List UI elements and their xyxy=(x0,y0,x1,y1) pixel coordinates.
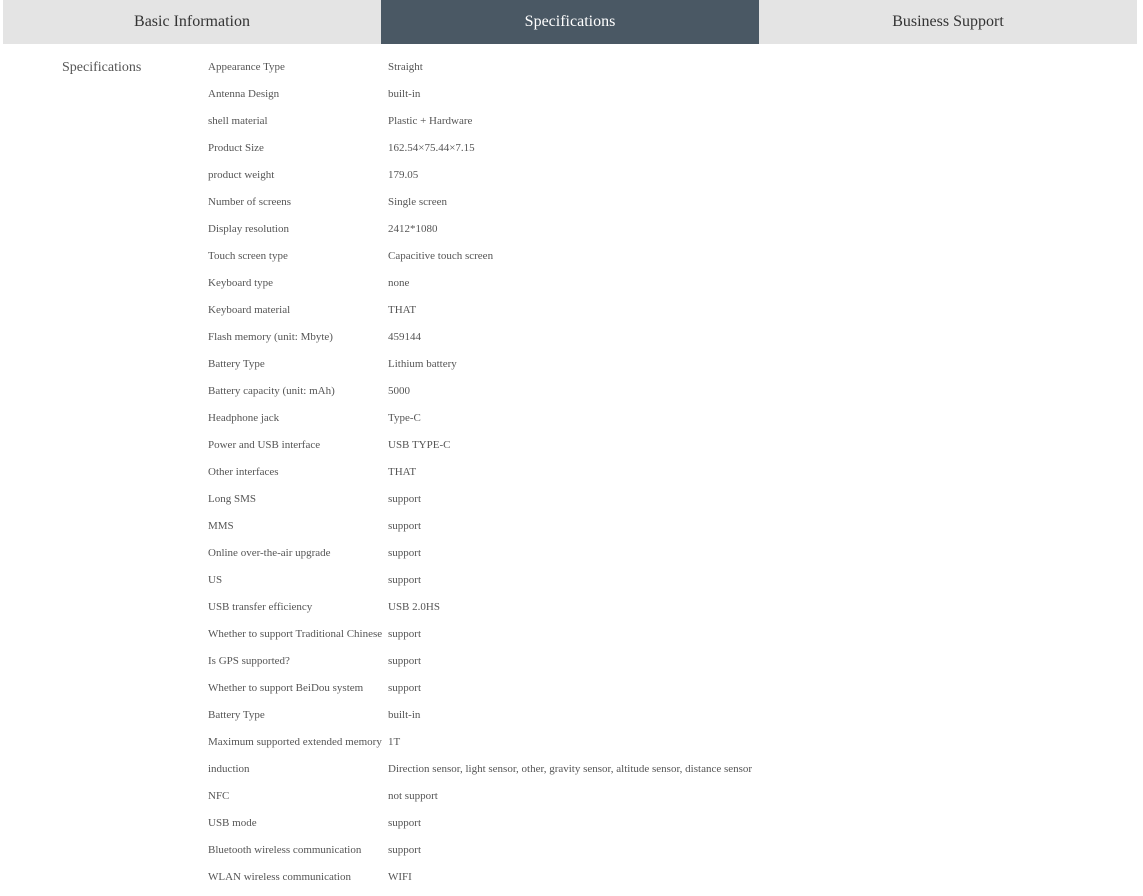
spec-row xyxy=(208,653,752,680)
spec-value: not support xyxy=(388,790,438,802)
spec-value: support xyxy=(388,655,421,667)
spec-key: Keyboard material xyxy=(208,304,291,316)
spec-row xyxy=(208,221,752,248)
spec-key: Headphone jack xyxy=(208,412,280,424)
spec-value: 1T xyxy=(388,736,401,748)
spec-row xyxy=(208,410,752,437)
spec-value: Single screen xyxy=(388,196,447,208)
spec-key: USB transfer efficiency xyxy=(208,601,313,613)
spec-value: built-in xyxy=(388,709,421,721)
tab-bar xyxy=(3,0,1137,44)
spec-row xyxy=(208,275,752,302)
spec-row xyxy=(208,518,752,545)
spec-value: Type-C xyxy=(388,412,421,424)
spec-value: THAT xyxy=(388,304,417,316)
spec-key: US xyxy=(208,574,223,586)
spec-key: Display resolution xyxy=(208,223,289,235)
spec-row xyxy=(208,113,752,140)
spec-row xyxy=(208,788,752,815)
spec-value: Straight xyxy=(388,61,423,73)
spec-row xyxy=(208,842,752,869)
spec-value: THAT xyxy=(388,466,417,478)
spec-key: WLAN wireless communication xyxy=(208,871,351,883)
spec-key: NFC xyxy=(208,790,230,802)
spec-key: Power and USB interface xyxy=(208,439,321,451)
spec-key: Number of screens xyxy=(208,196,292,208)
spec-row xyxy=(208,815,752,842)
spec-value: 5000 xyxy=(388,385,410,397)
spec-row xyxy=(208,437,752,464)
spec-key: Online over-the-air upgrade xyxy=(208,547,331,559)
spec-value: Direction sensor, light sensor, other, gravity sensor, altitude sensor, distance sensor xyxy=(388,763,753,775)
spec-value: none xyxy=(388,277,410,289)
spec-row xyxy=(208,626,752,653)
spec-row xyxy=(208,329,752,356)
spec-value: 162.54×75.44×7.15 xyxy=(388,142,475,154)
spec-row xyxy=(208,734,752,761)
spec-value: support xyxy=(388,682,421,694)
spec-row xyxy=(208,707,752,734)
spec-value: Lithium battery xyxy=(388,358,457,370)
spec-row xyxy=(208,59,752,86)
spec-row xyxy=(208,302,752,329)
spec-key: Appearance Type xyxy=(208,61,285,73)
spec-key: Battery Type xyxy=(208,709,265,721)
section-title: Specifications xyxy=(62,60,142,75)
spec-value: support xyxy=(388,628,421,640)
spec-key: Other interfaces xyxy=(208,466,279,478)
spec-row xyxy=(208,545,752,572)
spec-row xyxy=(208,680,752,707)
spec-key: Product Size xyxy=(208,142,264,154)
tab-basic-information[interactable]: Basic Information xyxy=(134,12,250,30)
spec-value: WIFI xyxy=(388,871,412,883)
spec-row xyxy=(208,194,752,221)
spec-row xyxy=(208,383,752,410)
spec-row xyxy=(208,248,752,275)
spec-row xyxy=(208,356,752,383)
spec-key: product weight xyxy=(208,169,275,181)
spec-value: support xyxy=(388,547,421,559)
spec-key: Keyboard type xyxy=(208,277,274,289)
spec-key: Flash memory (unit: Mbyte) xyxy=(208,331,333,343)
spec-row xyxy=(208,572,752,599)
spec-value: support xyxy=(388,520,421,532)
spec-row xyxy=(208,491,752,518)
spec-key: MMS xyxy=(208,520,234,532)
spec-key: Bluetooth wireless communication xyxy=(208,844,362,856)
spec-table xyxy=(208,59,752,896)
spec-value: 2412*1080 xyxy=(388,223,438,235)
spec-value: support xyxy=(388,844,421,856)
spec-key: Touch screen type xyxy=(208,250,288,262)
spec-row xyxy=(208,167,752,194)
tab-business-support[interactable]: Business Support xyxy=(892,12,1004,30)
spec-value: 179.05 xyxy=(388,169,419,181)
spec-row xyxy=(208,869,752,896)
spec-key: Antenna Design xyxy=(208,88,280,100)
spec-value: Capacitive touch screen xyxy=(388,250,494,262)
spec-key: Battery Type xyxy=(208,358,265,370)
spec-value: Plastic + Hardware xyxy=(388,115,473,127)
spec-key: Maximum supported extended memory xyxy=(208,736,382,748)
spec-value: support xyxy=(388,817,421,829)
spec-value: 459144 xyxy=(388,331,421,343)
spec-key: USB mode xyxy=(208,817,257,829)
spec-key: induction xyxy=(208,763,250,775)
spec-value: built-in xyxy=(388,88,421,100)
spec-row xyxy=(208,761,752,788)
spec-row xyxy=(208,140,752,167)
spec-key: Battery capacity (unit: mAh) xyxy=(208,385,335,397)
tab-specifications[interactable]: Specifications xyxy=(381,0,759,44)
spec-row xyxy=(208,86,752,113)
spec-row xyxy=(208,464,752,491)
spec-value: support xyxy=(388,493,421,505)
spec-value: support xyxy=(388,574,421,586)
spec-key: Long SMS xyxy=(208,493,256,505)
spec-key: shell material xyxy=(208,115,268,127)
spec-key: Whether to support Traditional Chinese xyxy=(208,628,383,640)
spec-value: USB 2.0HS xyxy=(388,601,440,613)
spec-row xyxy=(208,599,752,626)
spec-value: USB TYPE-C xyxy=(388,439,451,451)
spec-key: Whether to support BeiDou system xyxy=(208,682,364,694)
spec-key: Is GPS supported? xyxy=(208,655,290,667)
